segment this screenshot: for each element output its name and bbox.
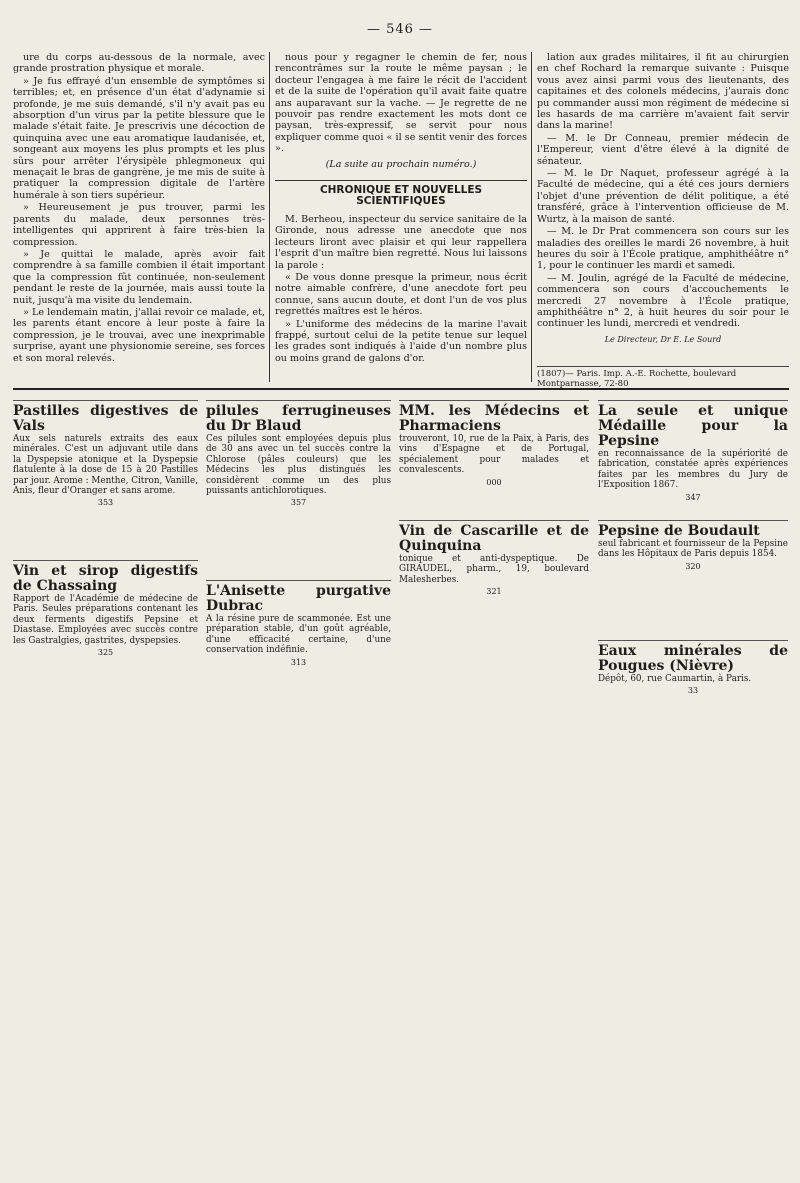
printer-imprint: (1807)— Paris. Imp. A.-E. Rochette, boulevard Montparnasse, 72-80 (537, 366, 789, 389)
advertisement: La seule et unique Médaille pour la Pepsine en reconnaissance de la supériorité de fabrication, constatée après expériences faites par les membres du Jury de l'Exposition 1867. 347 (598, 400, 788, 503)
article-column-1 (13, 52, 265, 365)
paragraph: » Je fus effrayé d'un ensemble de symptômes si terribles; et, en présence d'un état d'adynamie si profonde, je me suis demandé, s'il n'y avait pas eu absorption d'un virus par la petite blessure que le malade s'était faite. Je prescrivis une décoction de quinquina avec une eau aromatique laudanisée, et, songeant aux moyens les plus prompts et les plus sûrs pour arrêter l'érysipèle phlegmoneux qui menaçait le bras de gangrène, je me mis de suite à pratiquer la compression digitale de l'artère humérale à son tiers supérieur. (13, 75, 265, 201)
advertisement-divider (13, 388, 789, 390)
advertisement: Vin et sirop digestifs de Chassaing Rapport de l'Académie de médecine de Paris. Seules préparations contenant les deux ferments digestifs Pepsine et Diastase. Employées avec succès contre les Gastralgies, gastrites, dyspepsies. 325 (13, 560, 198, 658)
paragraph: » Je quittai le malade, après avoir fait comprendre à sa famille combien il était important que la compression fût continuée, non-seulement pendant le reste de la journée, mais aussi toute la nuit, jusqu'à ma visite du lendemain. (13, 248, 265, 306)
advertisement: MM. les Médecins et Pharmaciens trouveront, 10, rue de la Paix, à Paris, des vins d'Espagne et de Portugal, spécialement pour malades et convalescents. 000 (399, 400, 589, 488)
continuation-note: (La suite au prochain numéro.) (325, 158, 477, 170)
paragraph: lation aux grades militaires, il fit au chirurgien en chef Rochard la remarque suivante : Puisque vous avez ainsi parmi vous des lieutenants, des capitaines et des colonels médecins, j'aurais donc pu commander aussi mon régiment de médecine si les hasards de ma carrière m'avaient fait servir dans la marine! (537, 52, 789, 132)
paragraph: nous pour y regagner le chemin de fer, nous rencontrâmes sur la route le même paysan ; le docteur l'engagea à me faire le récit de l'accident et de la suite de l'opération qu'il avait faite quatre ans auparavant sur la vache. — Je regrette de ne pouvoir pas rendre exactement les mots dont ce paysan, très-expressif, se servit pour nous expliquer comme quoi « il se sentit venir des forces ». (275, 52, 527, 155)
advertisement: Pepsine de Boudault seul fabricant et fournisseur de la Pepsine dans les Hôpitaux de Paris depuis 1854. 320 (598, 520, 788, 572)
paragraph: — M. le Dr Naquet, professeur agrégé à la Faculté de médecine, qui a été ces jours derniers l'objet d'une prévention de délit politique, a été transféré, grâce à l'intervention officieuse de M. Wurtz, à la maison de santé. (537, 168, 789, 225)
paragraph: M. Berheou, inspecteur du service sanitaire de la Gironde, nous adresse une anecdote que nos lecteurs liront avec plaisir et qui leur rappellera l'esprit d'un maître bien regretté. Nous lui laissons la parole : (275, 213, 527, 271)
paragraph: » L'uniforme des médecins de la marine l'avait frappé, surtout celui de la petite tenue sur lequel les grades sont indiqués à l'aide d'un nombre plus ou moins grand de galons d'or. (275, 318, 527, 364)
advertisement: pilules ferrugineuses du Dr Blaud Ces pilules sont employées depuis plus de 30 ans avec un tel succès contre la Chlorose (pâles couleurs) que les Médecins les plus distingués les considèrent comme un des plus puissants antichlorotiques. 357 (206, 400, 391, 509)
page-number: — 546 — (366, 22, 434, 37)
paragraph: « De vous donne presque la primeur, nous écrit notre aimable confrère, d'une anecdote fort peu connue, sans aucun doute, et dont l'un de vos plus regrettés maîtres est le héros. (275, 271, 527, 318)
paragraph: ure du corps au-dessous de la normale, avec grande prostration physique et morale. (13, 52, 265, 75)
editor-signature: Le Directeur, Dr E. Le Sourd (604, 334, 722, 344)
paragraph: — M. le Dr Prat commencera son cours sur les maladies des oreilles le mardi 26 novembre, à huit heures du soir à l'École pratique, amphithéâtre n° 1, pour le continuer les mardi et samedi. (537, 226, 789, 272)
paragraph: » Le lendemain matin, j'allai revoir ce malade, et, les parents étant encore à leur poste à faire la compression, je le trouvai, avec une inexprimable surprise, ayant une physionomie sereine, ses forces et son moral relevés. (13, 306, 265, 364)
advertisement: Pastilles digestives de Vals Aux sels naturels extraits des eaux minérales. C'est un adjuvant utile dans la Dyspepsie atonique et la Dyspepsie flatulente à la dose de 15 à 20 Pastilles par jour. Arome : Menthe, Citron, Vanille, Anis, fleur d'Oranger et sans arome. 353 (13, 400, 198, 509)
paragraph: — M. le Dr Conneau, premier médecin de l'Empereur, vient d'être élevé à la dignité de sénateur. (537, 132, 789, 167)
advertisement: L'Anisette purgative Dubrac A la résine pure de scammonée. Est une préparation stable, d'un goût agréable, d'une efficacité certaine, d'une conservation indéfinie. 313 (206, 580, 391, 668)
column-divider (269, 52, 270, 382)
article-column-3 (537, 52, 789, 349)
column-divider (531, 52, 532, 382)
advertisement: Eaux minérales de Pougues (Nièvre) Dépôt, 60, rue Caumartin, à Paris. 33 (598, 640, 788, 697)
section-heading: CHRONIQUE ET NOUVELLES SCIENTIFIQUES (275, 180, 527, 208)
article-column-2 (275, 52, 527, 365)
advertisement: Vin de Cascarille et de Quinquina tonique et anti-dyspeptique. De GIRAUDEL, pharm., 19, boulevard Malesherbes. 321 (399, 520, 589, 598)
paragraph: » Heureusement je pus trouver, parmi les parents du malade, deux personnes très-intelligentes qui apprirent à faire très-bien la compression. (13, 202, 265, 248)
paragraph: — M. Joulin, agrégé de la Faculté de médecine, commencera son cours d'accouchements le mercredi 27 novembre à l'École pratique, amphithéâtre n° 2, à huit heures du soir pour le continuer les lundi, mercredi et vendredi. (537, 272, 789, 330)
